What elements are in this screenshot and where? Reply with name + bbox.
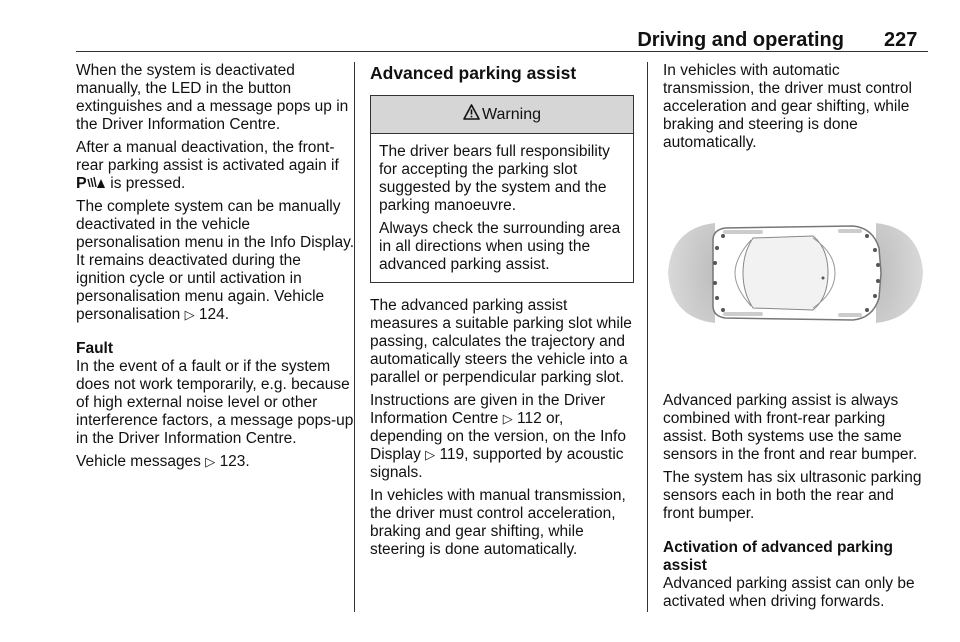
paragraph: In vehicles with manual transmission, the driver must control acceleration, braking and gear shifting, while steering is done automatically. (370, 487, 626, 558)
car-top-view-icon (713, 226, 881, 320)
paragraph-text: After a manual deactivation, the front-rear parking assist is activated again if (76, 139, 339, 174)
page-reference-link[interactable]: 123. (219, 453, 250, 470)
paragraph: The system has six ultrasonic parking sensors each in both the rear and front bumper. (663, 469, 922, 522)
car-sensor-illustration (663, 168, 928, 378)
column-3 (663, 62, 928, 616)
warning-label: Warning (482, 105, 541, 123)
paragraph (76, 139, 354, 193)
paragraph: In vehicles with automatic transmission, the driver must control acceleration and gear shifting, while braking and steering is done automatically. (663, 62, 912, 151)
column-1 (76, 62, 354, 476)
column-2 (370, 62, 634, 564)
svg-text:P: P (76, 175, 87, 189)
page-reference-icon[interactable]: ▷ (184, 307, 195, 322)
parking-assist-button-icon (76, 175, 106, 192)
rear-sensor-zone (668, 223, 715, 323)
page-reference-link[interactable]: 119, supported by acoustic signals. (370, 446, 624, 481)
warning-text: Always check the surrounding area in all directions when using the advanced parking assist. (379, 220, 621, 273)
header-title: Driving and operating (637, 29, 844, 51)
warning-text: The driver bears full responsibility for accepting the parking slot suggested by the system and the parking manoeuvre. (379, 143, 610, 214)
page-number: 227 (884, 29, 918, 51)
paragraph: The advanced parking assist measures a suitable parking slot while passing, calculates the trajectory and automatically steers the vehicle into a parallel or perpendicular parking slot. (370, 297, 632, 386)
column-divider-2 (647, 62, 648, 612)
page-reference-link[interactable]: 112 or, depending on the version, on the Info Display (370, 410, 626, 463)
page-reference-icon[interactable]: ▷ (502, 411, 513, 426)
paragraph (76, 453, 354, 471)
paragraph: In the event of a fault or if the system does not work temporarily, e.g. because of high external noise level or other interference factors, a message pops-up in the Driver Information Centre. (76, 358, 354, 447)
section-title: Advanced parking assist (370, 63, 577, 83)
paragraph-text: The complete system can be manually deactivated in the vehicle personalisation menu in the Info Display. It remains deactivated during the ignition cycle or until activation in personalisation menu again. Vehicle personalisation (76, 198, 355, 323)
warning-body (371, 134, 633, 282)
paragraph: Advanced parking assist can only be activated when driving forwards. (663, 575, 915, 610)
paragraph-text: is pressed. (106, 175, 186, 192)
section-heading-fault: Fault (76, 340, 114, 357)
paragraph: When the system is deactivated manually, the LED in the button extinguishes and a message pops up in the Driver Information Centre. (76, 62, 349, 133)
front-sensor-zone (876, 223, 923, 323)
column-divider-1 (354, 62, 355, 612)
paragraph (370, 392, 634, 482)
warning-header (371, 96, 633, 134)
warning-box (370, 95, 634, 283)
page-reference-link[interactable]: 124. (198, 306, 230, 323)
warning-triangle-icon (463, 104, 482, 125)
page-reference-icon[interactable]: ▷ (425, 447, 436, 462)
page-reference-icon[interactable]: ▷ (205, 454, 216, 469)
paragraph (76, 198, 354, 324)
paragraph-text: Instructions are given in the Driver Information Centre (370, 392, 606, 427)
paragraph: Advanced parking assist is always combined with front-rear parking assist. Both systems use the same sensors in the front and rear bumper. (663, 392, 918, 463)
header-divider (76, 51, 928, 52)
section-heading-activation: Activation of advanced parking assist (663, 539, 893, 574)
paragraph-text: Vehicle messages (76, 453, 206, 470)
